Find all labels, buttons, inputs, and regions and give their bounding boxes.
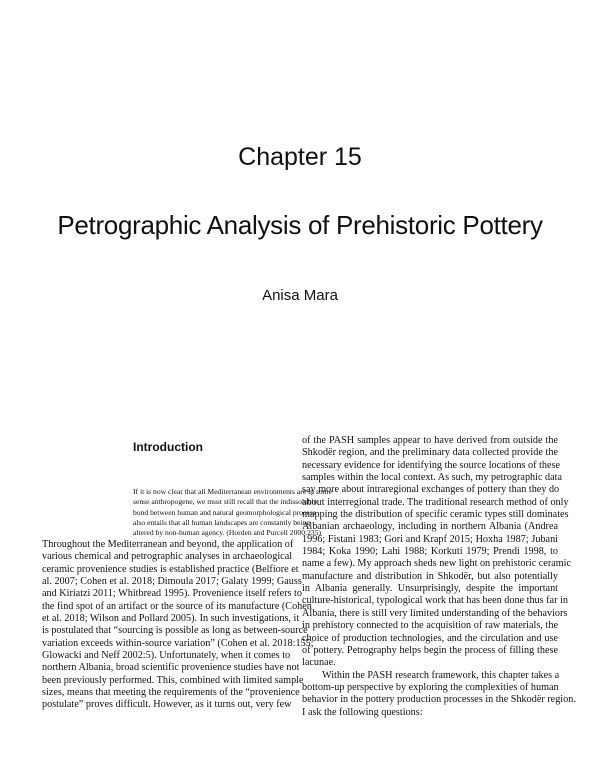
chapter-title: Petrographic Analysis of Prehistoric Pottery bbox=[57, 210, 543, 240]
text-line: Albanian archaeology, including in northern Albania (Andrea bbox=[302, 521, 558, 533]
text-line: ceramic provenience studies is established practice (Belfiore et bbox=[42, 563, 299, 575]
text-line: manufacture and distribution in Shkodër, but also potentially bbox=[302, 570, 558, 582]
text-line: sense anthropogene, we must still recall that the indissoluble bbox=[133, 497, 318, 507]
text-line: sizes, means that meeting the requirements of the “provenience bbox=[42, 687, 300, 699]
text-line: in Albania generally. Unsurprisingly, despite the important bbox=[302, 583, 558, 595]
text-line: northern Albania, broad scientific provenience studies have not bbox=[42, 662, 300, 674]
text-line: Shkodër region, and the preliminary data collected provide the bbox=[302, 447, 558, 459]
text-line: bottom-up perspective by exploring the complexities of human bbox=[302, 681, 559, 693]
text-line: 1984; Koka 1990; Lahi 1988; Korkuti 1979; Prendi 1998, to bbox=[302, 546, 558, 558]
text-line: If it is now clear that all Mediterranean environments are in some bbox=[133, 487, 332, 496]
text-line: name a few). My approach sheds new light on prehistoric ceramic bbox=[302, 558, 572, 570]
text-line: al. 2007; Cohen et al. 2018; Dimoula 2017; Galaty 1999; Gauss bbox=[42, 576, 302, 588]
text-line: et al. 2018; Wilson and Pollard 2005). In such investigations, it bbox=[42, 613, 300, 625]
text-line: Glowacki and Neff 2002:5). Unfortunately, when it comes to bbox=[42, 650, 291, 662]
text-line: of the PASH samples appear to have derived from outside the bbox=[302, 435, 558, 446]
text-line: necessary evidence for identifying the source locations of these bbox=[302, 459, 560, 471]
text-line: altered by non-human agency. (Horden and Purcell 2000:235) bbox=[133, 528, 322, 538]
text-line: various chemical and petrographic analyses in archaeological bbox=[42, 551, 293, 563]
right-column bbox=[302, 435, 576, 719]
text-line: I ask the following questions: bbox=[302, 706, 423, 718]
text-line: Throughout the Mediterranean and beyond, the application of bbox=[42, 539, 294, 550]
text-line: mapping the distribution of specific ceramic types still dominates bbox=[302, 509, 569, 521]
text-line: been previously performed. This, combined with limited sample bbox=[42, 674, 304, 686]
text-line: Albania, there is still very limited understanding of the behaviors bbox=[302, 607, 568, 619]
section-heading: Introduction bbox=[133, 440, 203, 454]
author-name: Anisa Mara bbox=[262, 287, 338, 304]
text-line: of pottery. Petrography helps begin the process of filling these bbox=[302, 644, 558, 656]
text-line: behavior in the pottery production processes in the Shkodër region. bbox=[302, 694, 576, 706]
text-line: samples within the local context. As such, my petrographic data bbox=[302, 472, 562, 484]
epigraph bbox=[133, 487, 332, 538]
text-line: bond between human and natural geomorphological process bbox=[133, 507, 316, 517]
text-line: 1996; Fistani 1983; Gori and Krapf 2015; Hoxha 1987; Jubani bbox=[302, 533, 558, 545]
text-line: is postulated that “sourcing is possible as long as between-source bbox=[42, 625, 308, 637]
left-column bbox=[42, 539, 314, 712]
text-line: say more about intraregional exchanges of pottery than they do bbox=[302, 484, 560, 496]
text-line: in prehistory connected to the acquisition of raw materials, the bbox=[302, 620, 558, 632]
text-line: postulate” proves difficult. However, as it turns out, very few bbox=[42, 699, 292, 711]
text-line: Within the PASH research framework, this chapter takes a bbox=[322, 669, 560, 681]
chapter-label: Chapter 15 bbox=[238, 143, 362, 171]
text-line: lacunae. bbox=[302, 657, 336, 669]
text-line: about interregional trade. The traditional research method of only bbox=[302, 496, 569, 508]
text-line: culture-historical, typological work that has been done thus far in bbox=[302, 595, 568, 607]
text-line: the find spot of an artifact or the source of its manufacture (Cohen bbox=[42, 600, 312, 612]
text-line: choice of production technologies, and the circulation and use bbox=[302, 632, 558, 644]
text-line: also entails that all human landscapes are constantly being bbox=[133, 517, 311, 527]
text-line: variation exceeds within-source variation” (Cohen et al. 2018:155; bbox=[42, 637, 314, 649]
text-line: and Kiriatzi 2011; Whitbread 1995). Provenience itself refers to bbox=[42, 588, 302, 600]
